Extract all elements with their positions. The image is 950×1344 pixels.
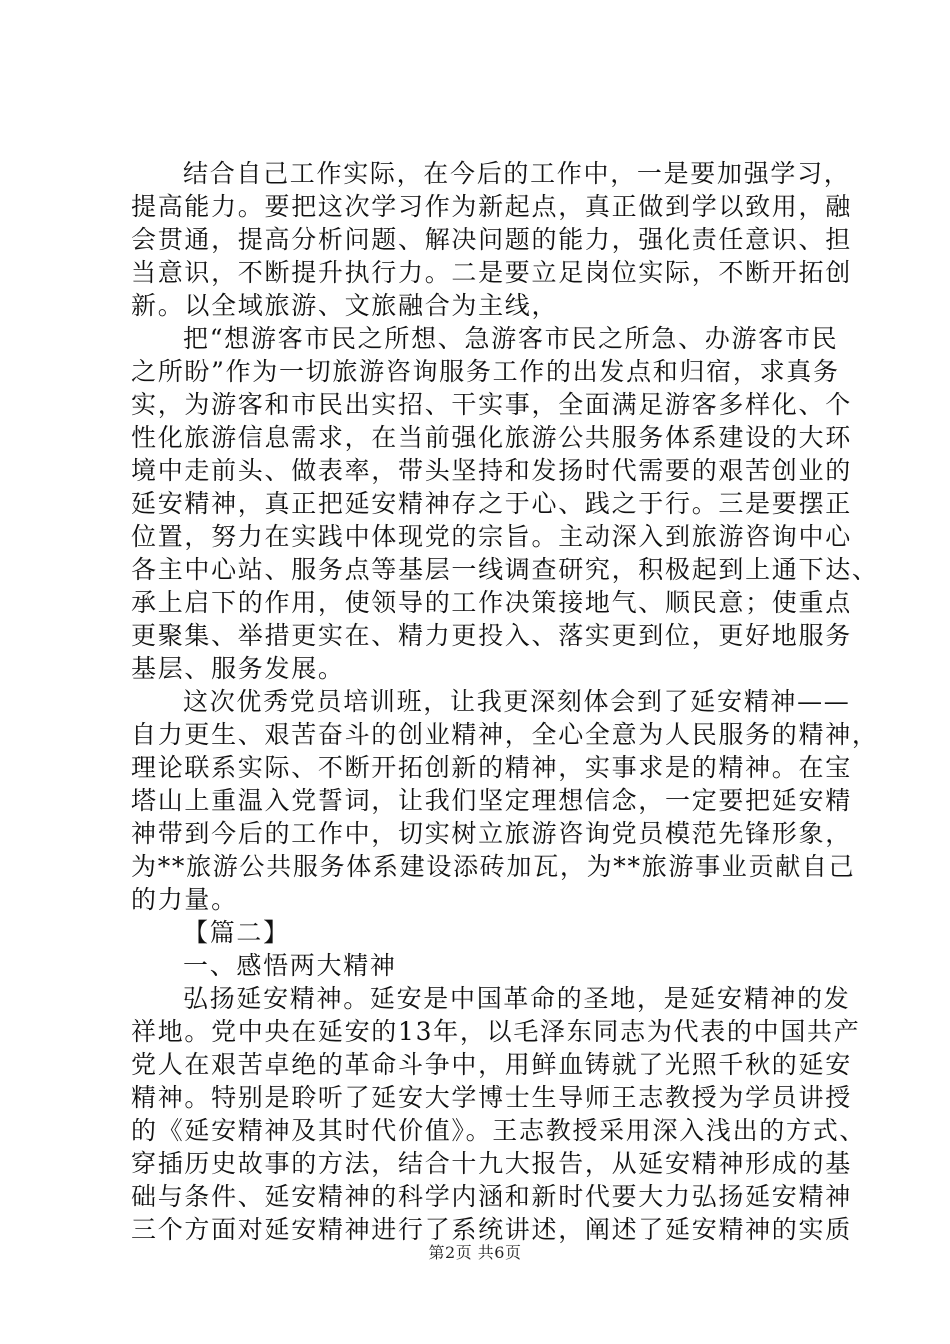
text-line: 础与条件、延安精神的科学内涵和新时代要大力弘扬延安精神 — [131, 1182, 852, 1211]
page-number-footer: 第2页 共6页 — [428, 1243, 522, 1262]
text-line: 把“想游客市民之所想、急游客市民之所急、办游客市民 — [183, 324, 839, 353]
text-line: 的《延安精神及其时代价值》。王志教授采用深入浅出的方式、 — [131, 1116, 867, 1145]
text-line: 神带到今后的工作中，切实树立旅游咨询党员模范先锋形象， — [131, 819, 852, 848]
subsection-heading: 一、感悟两大精神 — [183, 951, 397, 980]
text-line: 新。以全域旅游、文旅融合为主线， — [131, 291, 559, 320]
text-line: 结合自己工作实际，在今后的工作中，一是要加强学习， — [183, 159, 851, 188]
text-line: 提高能力。要把这次学习作为新起点，真正做到学以致用，融 — [131, 192, 852, 221]
text-line: 会贯通，提高分析问题、解决问题的能力，强化责任意识、担 — [131, 225, 852, 254]
text-line: 基层、服务发展。 — [131, 654, 345, 683]
text-line: 境中走前头、做表率，带头坚持和发扬时代需要的艰苦创业的 — [131, 456, 852, 485]
text-line: 祥地。党中央在延安的13年，以毛泽东同志为代表的中国共产 — [131, 1017, 861, 1046]
text-line: 的力量。 — [131, 885, 238, 914]
text-line: 为**旅游公共服务体系建设添砖加瓦，为**旅游事业贡献自己 — [131, 852, 856, 881]
text-line: 承上启下的作用，使领导的工作决策接地气、顺民意；使重点 — [131, 588, 852, 617]
document-body — [131, 157, 879, 1246]
text-line: 三个方面对延安精神进行了系统讲述，阐述了延安精神的实质 — [131, 1215, 852, 1244]
text-line: 更聚集、举措更实在、精力更投入、落实更到位，更好地服务 — [131, 621, 852, 650]
text-line: 各主中心站、服务点等基层一线调查研究，积极起到上通下达、 — [131, 555, 879, 584]
section-heading: 【篇二】 — [183, 918, 290, 947]
text-line: 这次优秀党员培训班，让我更深刻体会到了延安精神—— — [183, 687, 851, 716]
text-line: 实，为游客和市民出实招、干实事，全面满足游客多样化、个 — [131, 390, 852, 419]
text-line: 穿插历史故事的方法，结合十九大报告，从延安精神形成的基 — [131, 1149, 852, 1178]
text-line: 自力更生、艰苦奋斗的创业精神，全心全意为人民服务的精神， — [131, 720, 879, 749]
text-line: 塔山上重温入党誓词，让我们坚定理想信念，一定要把延安精 — [131, 786, 852, 815]
text-line: 性化旅游信息需求，在当前强化旅游公共服务体系建设的大环 — [131, 423, 852, 452]
text-line: 弘扬延安精神。延安是中国革命的圣地，是延安精神的发 — [183, 984, 851, 1013]
text-line: 党人在艰苦卓绝的革命斗争中，用鲜血铸就了光照千秋的延安 — [131, 1050, 852, 1079]
text-line: 位置，努力在实践中体现党的宗旨。主动深入到旅游咨询中心 — [131, 522, 852, 551]
text-line: 理论联系实际、不断开拓创新的精神，实事求是的精神。在宝 — [131, 753, 852, 782]
text-line: 延安精神，真正把延安精神存之于心、践之于行。三是要摆正 — [131, 489, 852, 518]
text-line: 之所盼”作为一切旅游咨询服务工作的出发点和归宿，求真务 — [131, 357, 840, 386]
text-line: 精神。特别是聆听了延安大学博士生导师王志教授为学员讲授 — [131, 1083, 852, 1112]
text-line: 当意识，不断提升执行力。二是要立足岗位实际，不断开拓创 — [131, 258, 852, 287]
